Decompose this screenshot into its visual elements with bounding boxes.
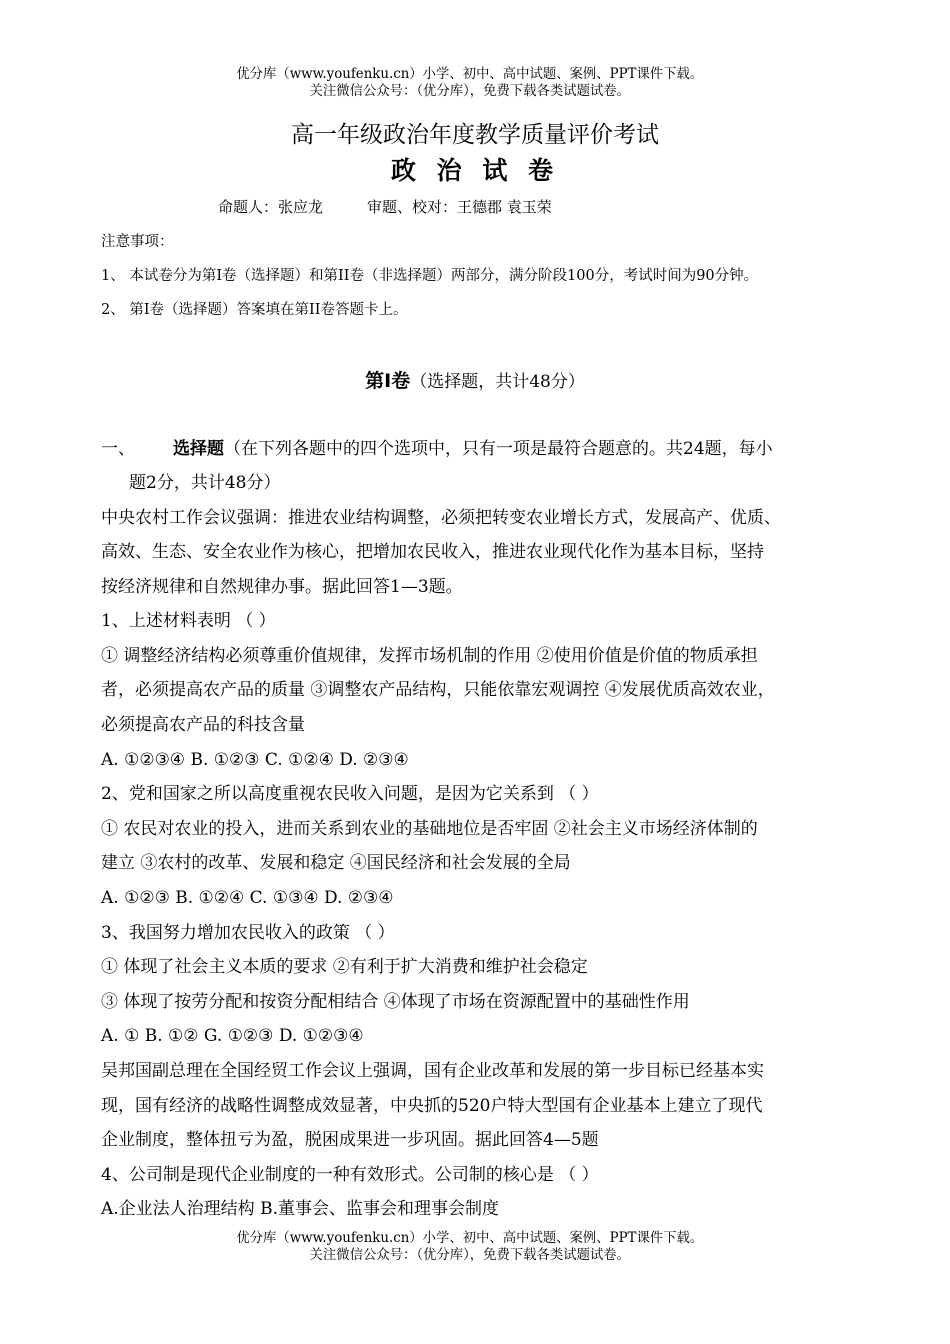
section-title-bold: 第Ⅰ卷 [365, 370, 411, 392]
text-line: ① 农民对农业的投入，进而关系到农业的基础地位是否牢固 ②社会主义市场经济体制的 [101, 819, 758, 839]
setter: 命题人：张应龙 [218, 198, 324, 216]
text-line: 按经济规律和自然规律办事。据此回答1—3题。 [101, 577, 463, 597]
text-line: 吴邦国副总理在全国经贸工作会议上强调，国有企业改革和发展的第一步目标已经基本实 [101, 1061, 764, 1081]
text-line: 必须提高农产品的科技含量 [101, 715, 305, 735]
exam-title: 高一年级政治年度教学质量评价考试 [291, 122, 659, 148]
header-line-1: 优分库（www.youfenku.cn）小学、初中、高中试题、案例、PPT课件下载。 [236, 66, 704, 82]
text-line: 高效、生态、安全农业作为核心，把增加农民收入，推进农业现代化作为基本目标，坚持 [101, 542, 764, 562]
footer-line-2: 关注微信公众号：（优分库），免费下载各类试题试卷。 [309, 1247, 630, 1263]
answer-options: A.企业法人治理结构 B.董事会、监事会和理事会制度 [101, 1199, 499, 1219]
note-item-2: 2、 第Ⅰ卷（选择题）答案填在第II卷答题卡上。 [101, 302, 408, 318]
notes-heading: 注意事项： [101, 234, 174, 250]
header-line-2: 关注微信公众号：（优分库），免费下载各类试题试卷。 [309, 83, 630, 99]
exam-subtitle: 政 治 试 卷 [390, 156, 560, 185]
reviewer: 审题、校对：王德郡 袁玉荣 [367, 198, 552, 216]
section-title [0, 368, 950, 395]
question-3: 3、我国努力增加农民收入的政策 （ ） [101, 923, 395, 943]
part1-instruction-1: （在下列各题中的四个选项中，只有一项是最符合题意的。共24题，每小 [224, 439, 773, 459]
text-line: ① 调整经济结构必须尊重价值规律，发挥市场机制的作用 ②使用价值是价值的物质承担 [101, 646, 758, 666]
text-line: ① 体现了社会主义本质的要求 ②有利于扩大消费和维护社会稳定 [101, 957, 588, 977]
part1-number: 一、 [101, 439, 135, 459]
note-item-1: 1、 本试卷分为第Ⅰ卷（选择题）和第II卷（非选择题）两部分，满分阶段100分，考试时间为90分钟。 [101, 268, 759, 284]
text-line: 现，国有经济的战略性调整成效显著，中央抓的520户特大型国有企业基本上建立了现代 [101, 1096, 763, 1116]
page-footer [0, 1230, 950, 1264]
part1-instruction-2: 题2分，共计48分） [129, 473, 281, 493]
text-line: 企业制度，整体扭亏为盈，脱困成果进一步巩固。据此回答4—5题 [101, 1130, 599, 1150]
text-line: 建立 ③农村的改革、发展和稳定 ④国民经济和社会发展的全局 [101, 853, 571, 873]
answer-options: A. ①②③ B. ①②④ C. ①③④ D. ②③④ [101, 888, 394, 908]
part1-heading [101, 436, 773, 462]
authors-line [218, 196, 552, 218]
text-line: 者，必须提高农产品的质量 ③调整农产品结构，只能依靠宏观调控 ④发展优质高效农业， [101, 680, 775, 700]
page-header [0, 66, 950, 100]
text-line: ③ 体现了按劳分配和按资分配相结合 ④体现了市场在资源配置中的基础性作用 [101, 992, 690, 1012]
answer-options: A. ① B. ①② G. ①②③ D. ①②③④ [101, 1026, 364, 1046]
part1-label: 选择题 [173, 439, 224, 459]
question-1: 1、上述材料表明 （ ） [101, 611, 276, 631]
text-line: 中央农村工作会议强调：推进农业结构调整，必须把转变农业增长方式，发展高产、优质、 [101, 508, 781, 528]
question-4: 4、公司制是现代企业制度的一种有效形式。公司制的核心是 （ ） [101, 1165, 599, 1185]
footer-line-1: 优分库（www.youfenku.cn）小学、初中、高中试题、案例、PPT课件下载。 [236, 1230, 704, 1246]
answer-options: A. ①②③④ B. ①②③ C. ①②④ D. ②③④ [101, 750, 409, 770]
question-2: 2、党和国家之所以高度重视农民收入问题，是因为它关系到 （ ） [101, 784, 599, 804]
section-title-rest: （选择题，共计48分） [410, 372, 585, 392]
